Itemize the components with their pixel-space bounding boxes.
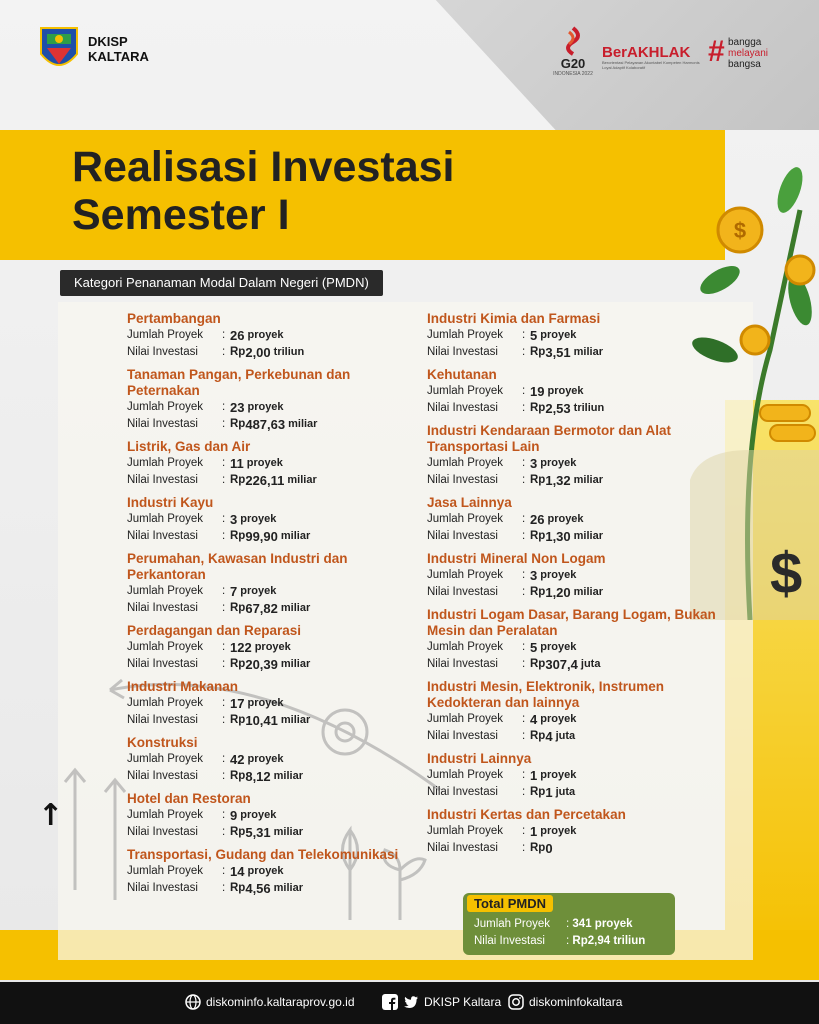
projects-row xyxy=(127,583,417,600)
projects-unit: proyek xyxy=(540,641,577,653)
separator: : xyxy=(522,474,526,486)
projects-row xyxy=(127,751,417,768)
page-title: Realisasi Investasi Semester I xyxy=(72,143,455,239)
projects-count: 19 xyxy=(530,384,545,399)
total-sep: : xyxy=(566,935,570,947)
projects-row xyxy=(127,455,417,472)
separator: : xyxy=(522,825,526,837)
projects-unit: proyek xyxy=(547,513,584,525)
investment-label: Nilai Investasi xyxy=(127,882,198,894)
projects-unit: proyek xyxy=(540,457,577,469)
projects-unit: proyek xyxy=(240,585,277,597)
investment-unit: miliar xyxy=(280,714,311,726)
investment-value: 99,90 xyxy=(245,529,278,544)
separator: : xyxy=(222,418,226,430)
separator: : xyxy=(222,602,226,614)
projects-count: 1 xyxy=(530,768,538,783)
projects-count: 17 xyxy=(230,696,245,711)
investment-value: 0 xyxy=(545,841,553,856)
separator: : xyxy=(522,385,526,397)
separator: : xyxy=(522,713,526,725)
investment-unit: miliar xyxy=(280,530,311,542)
investment-label: Nilai Investasi xyxy=(427,530,498,542)
berakhlak-tagline: Berorientasi Pelayanan Akuntabel Kompeten Harmonis Loyal Adaptif Kolaboratif xyxy=(602,60,700,70)
projects-unit: proyek xyxy=(254,641,291,653)
sector-item xyxy=(127,735,417,785)
investment-value: 5,31 xyxy=(245,825,271,840)
projects-row xyxy=(427,327,717,344)
up-arrow-icon: ↑ xyxy=(38,798,64,833)
sector-name: Transportasi, Gudang dan Telekomunikasi xyxy=(127,847,399,862)
projects-label: Jumlah Proyek xyxy=(427,569,504,581)
projects-label: Jumlah Proyek xyxy=(127,585,204,597)
projects-row xyxy=(427,511,717,528)
sector-name: Perdagangan dan Reparasi xyxy=(127,623,302,638)
projects-count: 5 xyxy=(530,328,538,343)
investment-label: Nilai Investasi xyxy=(427,402,498,414)
header xyxy=(0,0,819,110)
total-investment-row xyxy=(474,935,645,947)
sector-name: Industri Mineral Non Logam xyxy=(427,551,606,566)
separator: : xyxy=(522,569,526,581)
separator: : xyxy=(222,401,226,413)
sector-item xyxy=(127,311,417,361)
projects-label: Jumlah Proyek xyxy=(427,329,504,341)
investment-label: Nilai Investasi xyxy=(427,730,498,742)
sector-item xyxy=(127,551,417,617)
projects-unit: proyek xyxy=(240,809,277,821)
projects-unit: proyek xyxy=(247,329,284,341)
investment-value: 2,00 xyxy=(245,345,271,360)
separator: : xyxy=(222,658,226,670)
investment-unit: juta xyxy=(555,786,576,798)
currency-prefix: Rp xyxy=(530,786,546,798)
website-text: diskominfo.kaltaraprov.go.id xyxy=(206,995,355,1009)
projects-row xyxy=(427,455,717,472)
g20-sub: INDONESIA 2022 xyxy=(553,71,593,77)
projects-row xyxy=(427,567,717,584)
separator: : xyxy=(222,882,226,894)
separator: : xyxy=(522,769,526,781)
investment-row xyxy=(427,728,717,745)
investment-label: Nilai Investasi xyxy=(427,586,498,598)
investment-unit: miliar xyxy=(573,586,604,598)
currency-prefix: Rp xyxy=(530,346,546,358)
sector-item xyxy=(427,807,717,857)
investment-unit: miliar xyxy=(573,474,604,486)
sector-name: Konstruksi xyxy=(127,735,198,750)
separator: : xyxy=(222,585,226,597)
separator: : xyxy=(522,457,526,469)
currency-prefix: Rp xyxy=(530,474,546,486)
sector-item xyxy=(427,679,717,745)
projects-count: 23 xyxy=(230,400,245,415)
projects-count: 3 xyxy=(530,568,538,583)
separator: : xyxy=(522,402,526,414)
separator: : xyxy=(222,641,226,653)
investment-unit: miliar xyxy=(273,882,304,894)
investment-unit: miliar xyxy=(573,346,604,358)
facebook-icon xyxy=(382,994,398,1010)
investment-row xyxy=(127,528,417,545)
projects-label: Jumlah Proyek xyxy=(127,697,204,709)
separator: : xyxy=(522,641,526,653)
projects-label: Jumlah Proyek xyxy=(127,457,204,469)
projects-count: 122 xyxy=(230,640,252,655)
projects-row xyxy=(127,695,417,712)
investment-label: Nilai Investasi xyxy=(127,658,198,670)
investment-label: Nilai Investasi xyxy=(427,346,498,358)
projects-unit: proyek xyxy=(540,569,577,581)
g20-logo xyxy=(553,26,593,92)
investment-label: Nilai Investasi xyxy=(127,714,198,726)
currency-prefix: Rp xyxy=(230,826,246,838)
investment-row xyxy=(427,400,717,417)
investment-unit: miliar xyxy=(287,474,317,486)
investment-row xyxy=(127,472,417,489)
sector-name: Kehutanan xyxy=(427,367,497,382)
projects-unit: proyek xyxy=(540,769,577,781)
investment-value: 3,51 xyxy=(545,345,571,360)
investment-value: 2,53 xyxy=(545,401,571,416)
sector-item xyxy=(427,423,717,489)
projects-label: Jumlah Proyek xyxy=(427,825,504,837)
currency-prefix: Rp xyxy=(530,842,546,854)
separator: : xyxy=(222,530,226,542)
projects-row xyxy=(127,863,417,880)
projects-label: Jumlah Proyek xyxy=(427,513,504,525)
sector-item xyxy=(127,623,417,673)
instagram-text: diskominfokaltara xyxy=(529,995,623,1009)
sector-item xyxy=(427,551,717,601)
investment-unit: juta xyxy=(555,730,576,742)
sector-name: Industri Makanan xyxy=(127,679,239,694)
currency-prefix: Rp xyxy=(230,770,246,782)
investment-row xyxy=(427,472,717,489)
sector-name: Industri Kayu xyxy=(127,495,214,510)
separator: : xyxy=(222,865,226,877)
currency-prefix: Rp xyxy=(530,402,546,414)
projects-row xyxy=(127,639,417,656)
dollar-sign-icon: $ xyxy=(770,541,803,606)
total-investment-value: Rp2,94 triliun xyxy=(572,935,646,947)
projects-label: Jumlah Proyek xyxy=(127,809,204,821)
investment-unit: miliar xyxy=(273,826,304,838)
investment-label: Nilai Investasi xyxy=(127,418,198,430)
currency-prefix: Rp xyxy=(530,658,546,670)
bangga-word: bangga xyxy=(728,37,762,48)
separator: : xyxy=(222,457,226,469)
sector-item xyxy=(427,367,717,417)
investment-row xyxy=(427,840,717,857)
website-link[interactable] xyxy=(185,994,355,1010)
instagram-link[interactable] xyxy=(508,994,622,1010)
left-sector-column xyxy=(127,311,417,903)
investment-row xyxy=(427,528,717,545)
category-label: Kategori Penanaman Modal Dalam Negeri (PMDN) xyxy=(60,270,383,296)
investment-label: Nilai Investasi xyxy=(127,770,198,782)
currency-prefix: Rp xyxy=(230,346,246,358)
investment-label: Nilai Investasi xyxy=(427,842,498,854)
separator: : xyxy=(222,513,226,525)
investment-row xyxy=(427,344,717,361)
currency-prefix: Rp xyxy=(230,474,246,486)
investment-row xyxy=(427,584,717,601)
separator: : xyxy=(222,753,226,765)
sector-name: Listrik, Gas dan Air xyxy=(127,439,251,454)
projects-count: 3 xyxy=(530,456,538,471)
total-title: Total PMDN xyxy=(467,895,553,912)
investment-unit: miliar xyxy=(280,602,311,614)
investment-label: Nilai Investasi xyxy=(427,658,498,670)
projects-count: 4 xyxy=(530,712,538,727)
projects-row xyxy=(427,639,717,656)
currency-prefix: Rp xyxy=(230,714,246,726)
projects-label: Jumlah Proyek xyxy=(127,401,204,413)
separator: : xyxy=(222,809,226,821)
projects-count: 1 xyxy=(530,824,538,839)
separator: : xyxy=(222,770,226,782)
sector-name: Perumahan, Kawasan Industri dan Perkantoran xyxy=(127,551,348,582)
separator: : xyxy=(522,658,526,670)
investment-row xyxy=(127,600,417,617)
sector-item xyxy=(427,311,717,361)
investment-unit: miliar xyxy=(273,770,304,782)
social-text: DKISP Kaltara xyxy=(424,995,502,1009)
currency-prefix: Rp xyxy=(230,882,246,894)
investment-row xyxy=(127,768,417,785)
projects-label: Jumlah Proyek xyxy=(127,329,204,341)
investment-value: 67,82 xyxy=(245,601,278,616)
investment-label: Nilai Investasi xyxy=(127,474,198,486)
currency-prefix: Rp xyxy=(230,418,246,430)
projects-unit: proyek xyxy=(246,457,283,469)
projects-count: 11 xyxy=(230,456,244,471)
sector-name: Industri Logam Dasar, Barang Logam, Bukan Mesin dan Peralatan xyxy=(427,607,716,638)
investment-row xyxy=(127,880,417,897)
projects-unit: proyek xyxy=(247,865,284,877)
sector-item xyxy=(127,679,417,729)
separator: : xyxy=(222,826,226,838)
investment-label: Nilai Investasi xyxy=(127,530,198,542)
projects-unit: proyek xyxy=(540,713,577,725)
sector-item xyxy=(127,847,417,897)
sector-name: Industri Kertas dan Percetakan xyxy=(427,807,626,822)
currency-prefix: Rp xyxy=(230,530,246,542)
investment-row xyxy=(427,784,717,801)
right-sector-column xyxy=(427,311,717,863)
investment-value: 1,20 xyxy=(545,585,571,600)
projects-row xyxy=(427,711,717,728)
bangsa-word: bangsa xyxy=(728,59,761,70)
separator: : xyxy=(222,714,226,726)
investment-value: 10,41 xyxy=(245,713,278,728)
sector-name: Hotel dan Restoran xyxy=(127,791,251,806)
separator: : xyxy=(522,786,526,798)
projects-label: Jumlah Proyek xyxy=(127,513,204,525)
investment-value: 226,11 xyxy=(245,473,285,488)
sector-name: Industri Mesin, Elektronik, Instrumen Kedokteran dan lainnya xyxy=(427,679,665,710)
investment-label: Nilai Investasi xyxy=(127,826,198,838)
investment-value: 4 xyxy=(545,729,553,744)
projects-unit: proyek xyxy=(247,697,284,709)
projects-row xyxy=(127,807,417,824)
total-investment-label: Nilai Investasi xyxy=(474,935,545,947)
projects-unit: proyek xyxy=(540,825,577,837)
separator: : xyxy=(222,346,226,358)
social-link[interactable] xyxy=(382,994,501,1010)
sector-name: Jasa Lainnya xyxy=(427,495,512,510)
projects-label: Jumlah Proyek xyxy=(427,385,504,397)
projects-label: Jumlah Proyek xyxy=(427,769,504,781)
investment-row xyxy=(127,824,417,841)
projects-row xyxy=(427,767,717,784)
projects-unit: proyek xyxy=(240,513,277,525)
projects-unit: proyek xyxy=(247,401,284,413)
separator: : xyxy=(222,329,226,341)
g20-label: G20 xyxy=(560,56,586,71)
separator: : xyxy=(522,346,526,358)
projects-count: 9 xyxy=(230,808,238,823)
sector-item xyxy=(427,495,717,545)
projects-row xyxy=(427,383,717,400)
projects-count: 7 xyxy=(230,584,238,599)
projects-unit: proyek xyxy=(547,385,584,397)
investment-unit: triliun xyxy=(573,402,605,414)
investment-value: 487,63 xyxy=(245,417,286,432)
investment-value: 20,39 xyxy=(245,657,278,672)
projects-count: 5 xyxy=(530,640,538,655)
instagram-icon xyxy=(508,994,524,1010)
total-sep: : xyxy=(566,918,570,930)
investment-row xyxy=(127,416,417,433)
currency-prefix: Rp xyxy=(530,530,546,542)
projects-count: 14 xyxy=(230,864,245,879)
globe-icon xyxy=(185,994,201,1010)
hashtag-icon: # xyxy=(708,35,725,68)
sector-item xyxy=(427,607,717,673)
investment-value: 8,12 xyxy=(245,769,271,784)
kaltara-crest-logo xyxy=(38,24,80,76)
sector-item xyxy=(127,367,417,433)
separator: : xyxy=(522,530,526,542)
separator: : xyxy=(222,474,226,486)
projects-unit: proyek xyxy=(540,329,577,341)
total-projects-label: Jumlah Proyek xyxy=(474,918,551,930)
projects-row xyxy=(127,327,417,344)
investment-row xyxy=(427,656,717,673)
projects-label: Jumlah Proyek xyxy=(427,713,504,725)
projects-count: 3 xyxy=(230,512,238,527)
investment-value: 4,56 xyxy=(245,881,271,896)
sector-name: Industri Kimia dan Farmasi xyxy=(427,311,601,326)
sector-name: Industri Lainnya xyxy=(427,751,532,766)
investment-label: Nilai Investasi xyxy=(427,474,498,486)
investment-label: Nilai Investasi xyxy=(127,602,198,614)
sector-name: Tanaman Pangan, Perkebunan dan Peternakan xyxy=(127,367,351,398)
investment-label: Nilai Investasi xyxy=(427,786,498,798)
total-projects-value: 341 proyek xyxy=(572,918,633,930)
investment-unit: miliar xyxy=(288,418,318,430)
projects-count: 26 xyxy=(530,512,545,527)
projects-label: Jumlah Proyek xyxy=(427,641,504,653)
separator: : xyxy=(522,842,526,854)
separator: : xyxy=(522,329,526,341)
sector-name: Industri Kendaraan Bermotor dan Alat Transportasi Lain xyxy=(427,423,672,454)
investment-value: 1,32 xyxy=(545,473,571,488)
sector-item xyxy=(127,439,417,489)
investment-value: 1 xyxy=(545,785,553,800)
projects-label: Jumlah Proyek xyxy=(127,753,204,765)
projects-label: Jumlah Proyek xyxy=(127,641,204,653)
separator: : xyxy=(522,730,526,742)
twitter-icon xyxy=(403,994,419,1010)
investment-label: Nilai Investasi xyxy=(127,346,198,358)
melayani-word: melayani xyxy=(728,48,769,59)
currency-prefix: Rp xyxy=(530,586,546,598)
sector-name: Pertambangan xyxy=(127,311,221,326)
projects-count: 26 xyxy=(230,328,245,343)
investment-value: 307,4 xyxy=(545,657,578,672)
sector-item xyxy=(427,751,717,801)
investment-unit: miliar xyxy=(573,530,604,542)
investment-unit: juta xyxy=(580,658,601,670)
berakhlak-logo: BerAKHLAK xyxy=(602,44,691,61)
separator: : xyxy=(522,586,526,598)
currency-prefix: Rp xyxy=(230,602,246,614)
sector-item xyxy=(127,495,417,545)
currency-prefix: Rp xyxy=(530,730,546,742)
projects-row xyxy=(127,511,417,528)
projects-label: Jumlah Proyek xyxy=(127,865,204,877)
total-projects-row xyxy=(474,918,633,930)
currency-prefix: Rp xyxy=(230,658,246,670)
org-name: DKISP KALTARA xyxy=(88,34,149,64)
investment-value: 1,30 xyxy=(545,529,571,544)
separator: : xyxy=(222,697,226,709)
projects-label: Jumlah Proyek xyxy=(427,457,504,469)
sector-item xyxy=(127,791,417,841)
projects-count: 42 xyxy=(230,752,245,767)
separator: : xyxy=(522,513,526,525)
projects-row xyxy=(427,823,717,840)
investment-row xyxy=(127,656,417,673)
projects-row xyxy=(127,399,417,416)
investment-row xyxy=(127,712,417,729)
investment-row xyxy=(127,344,417,361)
projects-unit: proyek xyxy=(247,753,284,765)
g20-emblem-icon xyxy=(559,26,587,56)
investment-unit: triliun xyxy=(273,346,305,358)
investment-unit: miliar xyxy=(280,658,311,670)
svg-text:$: $ xyxy=(733,218,747,243)
